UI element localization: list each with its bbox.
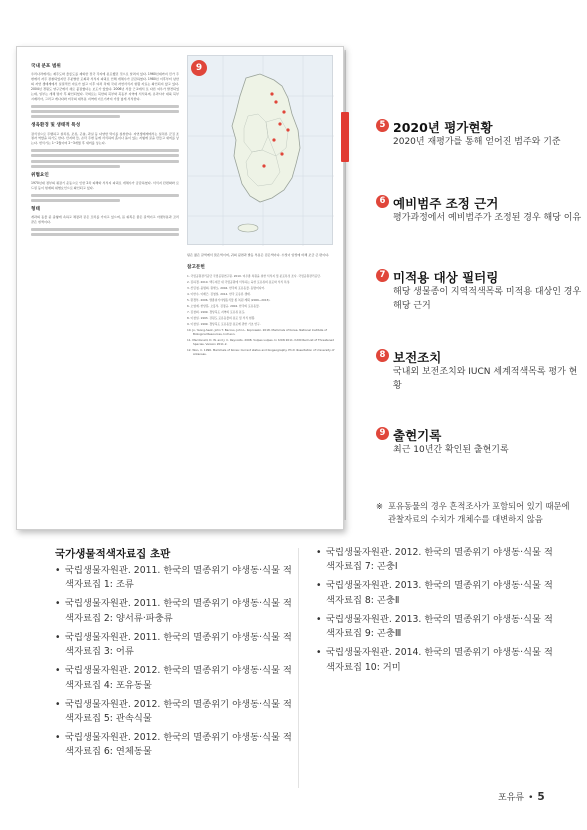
- legend-title: 미적용 대상 필터링: [393, 270, 499, 285]
- bibliography-list-right: [316, 546, 556, 680]
- column-divider: [298, 548, 299, 788]
- text-line: [31, 110, 179, 113]
- footnote-text: 포유동물의 경우 흔적조사가 포함되어 있기 때문에 관찰자료의 수치가 개체수를 대변하지 않음: [388, 501, 570, 525]
- footnote-mark: ※: [376, 501, 383, 511]
- legend-description: 평가과정에서 예비범주가 조정된 경우 해당 이유: [393, 213, 582, 223]
- text-line: [31, 165, 120, 168]
- reference-item: 3. 산림청, 윤명희, 원병오, 2004. 한국의 포유동물. 동방미디어.: [187, 286, 266, 291]
- page-number: 5: [537, 791, 545, 803]
- bibliography-item: • 국립생물자원관. 2012. 한국의 멸종위기 야생동·식물 적색자료집 7: 곤충Ⅰ: [316, 546, 556, 575]
- footnote: [376, 500, 576, 527]
- legend-description: 국내외 보전조치와 IUCN 세계적색목록 평가 현황: [393, 367, 578, 391]
- reference-item: 9. 이창일. 1999. 경상북도 포유동물 분포에 관한 기초 연구.: [187, 321, 261, 326]
- legend-title: 예비범주 조정 근거: [393, 196, 499, 211]
- korea-map-icon: [188, 56, 334, 246]
- reference-item: 4. 이한수, 이배근, 김영일, 2014. 한국 포유류 생태.: [187, 292, 251, 297]
- bibliography-item: • 국립생물자원관. 2012. 한국의 멸종위기 야생동·식물 적색자료집 4: 포유동물: [55, 664, 295, 693]
- text-line: [31, 149, 179, 152]
- distribution-map: [187, 55, 333, 245]
- text-line: [31, 228, 179, 231]
- bibliography-item: • 국립생물자원관. 2012. 한국의 멸종위기 야생동·식물 적색자료집 6: 연체동물: [55, 731, 295, 760]
- thumb-section-text: 잡식성으로 주행하고 설치류, 조류, 곤충, 과실 등 다양한 먹이를 섭취한다. 자연생태계에서는 설치류 군집 조절자 역할을 하기도 한다. 산지와 들, 촌락 주변 등에 서식하며 흙이나 돌이 있는 지형에 굴을 만들고 새끼를 낳는다. 번식기는 1~2월이며 2~3개월 후 새끼를 낳는다.: [31, 131, 179, 146]
- sample-page-thumbnail: [16, 46, 344, 530]
- map-caption: 털은 짧은 갈색에서 붉은색이며, 귀의 뒷면과 발등 부분은 검은색이다. 수컷이 암컷에 비해 조금 큰 편이다.: [187, 253, 330, 257]
- text-line: [31, 154, 179, 157]
- thumb-section-text: 개과의 동물 중 중형에 속하고 체장과 같은 꼬리를 가지고 있으며, 몸 위쪽은 붉은 갈색이고 아랫부분과 꼬리 끝은 흰색이다.: [31, 215, 179, 225]
- thumb-section-text: 1970년대 정부의 쥐잡기 운동으로 인한 2차 피해와 서식지 파괴로 개체수가 급감하였다. 서식지 단편화와 로드킬 등이 현재의 위협요인으로 확인되고 있다.: [31, 180, 179, 190]
- references-list: [187, 274, 335, 356]
- reference-item: 12. Won, C. 1996. Mammals of Korea: Current status and biogeography. Ph.D dissertation of University of Arkansas.: [187, 348, 335, 357]
- footer-section: 포유류: [498, 793, 525, 803]
- legend-title: 2020년 평가현황: [393, 120, 493, 135]
- legend-number-badge: 5: [376, 119, 389, 132]
- text-line: [31, 160, 179, 163]
- bibliography-item: • 국립생물자원관. 2012. 한국의 멸종위기 야생동·식물 적색자료집 5: 관속식물: [55, 698, 295, 727]
- page-footer: [498, 790, 545, 803]
- legend-description: 해당 생물종이 지역적색목록 미적용 대상인 경우 해당 근거: [393, 287, 582, 311]
- bibliography-item: • 국립생물자원관. 2011. 한국의 멸종위기 야생동·식물 적색자료집 3: 어류: [55, 631, 295, 660]
- red-tab-marker: [341, 112, 349, 162]
- bibliography-item: • 국립생물자원관. 2013. 한국의 멸종위기 야생동·식물 적색자료집 8: 곤충Ⅱ: [316, 579, 556, 608]
- text-line: [31, 233, 179, 236]
- legend-number-badge: 9: [376, 427, 389, 440]
- thumbnail-right-column: [187, 253, 335, 358]
- legend-number-badge: 6: [376, 195, 389, 208]
- legend-description: 2020년 재평가를 통해 얻어진 범주와 기준: [393, 137, 561, 147]
- bibliography-item: • 국립생물자원관. 2014. 한국의 멸종위기 야생동·식물 적색자료집 10: 거미: [316, 646, 556, 675]
- text-line: [31, 105, 179, 108]
- thumb-section-title: 위협요인: [31, 172, 49, 178]
- reference-item: 8. 이창일. 1993. 강원도 포유동물의 분포 및 서식 현황.: [187, 315, 256, 320]
- thumb-section-title: 형태: [31, 206, 40, 212]
- thumbnail-left-column: [31, 59, 179, 238]
- text-line: [31, 199, 120, 202]
- bibliography-list-left: [55, 564, 295, 764]
- thumb-section-title: 생육환경 및 생태적 특성: [31, 123, 81, 129]
- reference-item: 11. Macdonald, D. W. and J. C. Reynolds. 2008. Vulpes vulpes. In IUCN 2011. IUCN Red List of Threatened Species. Version 2011.2.: [187, 337, 335, 347]
- thumb-section-text: 우리나라에서는 제주도와 울릉도를 제외한 전국 각지에 분포했던 것으로 알려져 있다. 1960년대까지 민가 주변에서 자주 관찰되었지만 무분별한 포획과 서식지 파괴로 인해 개체수가 급감하였다. 1980년 이후부터 남한의 자연 생태계에서 실질적인 자료가 없고 이후 여러 차례 국내 자연서식지 현황 자료는 확인되지 않고 있다. 2004년 경원도 양구군에서 새로 붙잡혔다는 보도가 있었다. 2006년 서울 근교에서 또 다른 여우가 발견되었는데, 일부는 개체 방사 후 확인되었다. 국외로는 북한의 북부와 북동부 지역에 서식하며, 유라시아 대륙 북부 시베리아, 그리고 캐나다와 미국의 대부분 지역에 이르기까지 가장 넓게 서식한다.: [31, 72, 179, 102]
- thumb-section-title: 국내 분포 범위: [31, 64, 61, 69]
- reference-item: 10. Jo, Yeong-Seok, John T. Baccus, John L. Koprowski. 2018. Mammals of Korea. National Institute of Biological Resources, Incheon.: [187, 327, 327, 336]
- reference-item: 6. 오영재, 한상훈, 오홍식, 김정규. 2004. 한국의 포유동물.: [187, 303, 260, 308]
- reference-item: 7. 김창희. 1999. 경상북도 지역의 포유류 분포.: [187, 309, 246, 314]
- footer-separator: •: [528, 793, 534, 803]
- bibliography-item: • 국립생물자원관. 2011. 한국의 멸종위기 야생동·식물 적색자료집 2: 양서류·파충류: [55, 597, 295, 626]
- legend-title: 보전조치: [393, 350, 442, 365]
- text-line: [31, 115, 120, 118]
- text-line: [31, 194, 179, 197]
- reference-item: 2. 김하경. 2010. 백두대간 내 국립공원에 서식하는 육상 포유류의 분포와 서식 특성.: [187, 280, 291, 285]
- legend-number-badge: 8: [376, 349, 389, 362]
- reference-item: 1. 국립공원관리공단 국립공원연구원. 2010. 여우종 복원을 위한 서식지 및 분포특성 조사. 국립공원관리공단.: [187, 274, 321, 279]
- legend-description: 최근 10년간 확인된 출현기록: [393, 445, 509, 455]
- bibliography-title: 국가생물적색자료집 초판: [55, 548, 171, 560]
- bibliography-item: • 국립생물자원관. 2011. 한국의 멸종위기 야생동·식물 적색자료집 1: 조류: [55, 564, 295, 593]
- legend-number-badge: 7: [376, 269, 389, 282]
- bibliography-item: • 국립생물자원관. 2013. 한국의 멸종위기 야생동·식물 적색자료집 9: 곤충Ⅲ: [316, 613, 556, 642]
- legend-title: 출현기록: [393, 428, 442, 443]
- reference-item: 5. 환경부. 2006. 멸종위기야생동식물 종 복원 계획 (2006~2015).: [187, 297, 271, 302]
- map-number-badge: 9: [191, 60, 207, 76]
- references-title: 참고문헌: [187, 264, 205, 270]
